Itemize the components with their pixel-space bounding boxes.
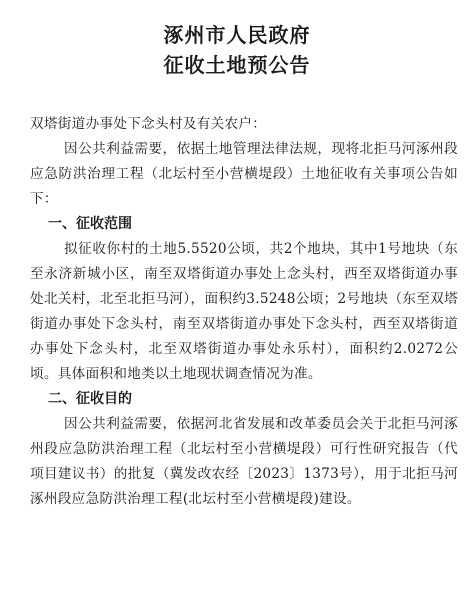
section1-heading: 一、征收范围	[48, 216, 132, 232]
salutation: 双塔街道办事处下念头村及有关农户：	[30, 116, 267, 132]
section2-heading: 二、征收目的	[48, 391, 132, 407]
section1-paragraph: 拟征收你村的土地5.5520公顷，共2个地块，其中1号地块（东至永济新城小区，南至双塔街道办事处上念头村，西至双塔街道办事处北关村，北至北拒马河），面积约3.5248公顷；2号地块（东至双塔街道办事处下念头村，南至双塔街道办事处下念头村，西至双塔街道办事处下念头村，北至双塔街道办事处永乐村），面积约2.0272公顷。具体面积和地类以土地现状调查情况为准。	[30, 241, 458, 382]
document-title-line1: 涿州市人民政府	[163, 23, 311, 47]
document-title-line2: 征收土地预公告	[163, 53, 311, 77]
section2-paragraph: 因公共利益需要，依据河北省发展和改革委员会关于北拒马河涿州段应急防洪治理工程（北坛村至小营横堤段）可行性研究报告（代项目建议书）的批复（冀发改农经〔2023〕1373号），用于北拒马河涿州段应急防洪治理工程(北坛村至小营横堤段)建设。	[30, 416, 458, 507]
intro-paragraph: 因公共利益需要，依据土地管理法律法规，现将北拒马河涿州段应急防洪治理工程（北坛村至小营横堤段）土地征收有关事项公告如下：	[30, 141, 458, 207]
document-body	[14, 112, 460, 512]
